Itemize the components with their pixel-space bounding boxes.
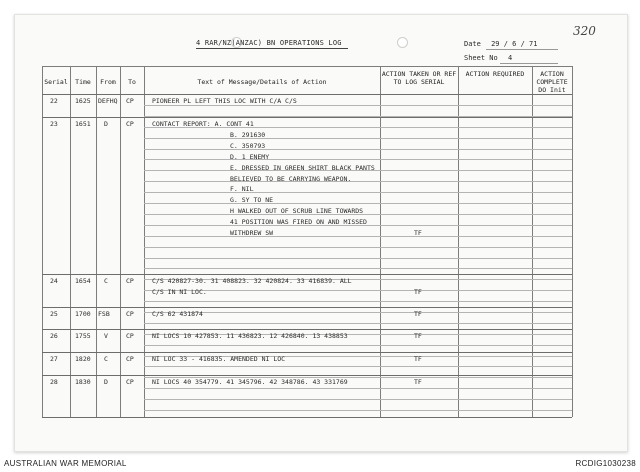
time-cell: 1654 <box>75 277 91 285</box>
time-cell: 1700 <box>75 310 91 318</box>
time-cell: 1830 <box>75 378 91 386</box>
entry-separator <box>42 117 572 118</box>
date-underline <box>486 49 558 50</box>
ruled-line <box>144 105 572 106</box>
ruled-line <box>144 388 572 389</box>
ruled-line <box>144 323 572 324</box>
message-text-line: WITHDREW SW <box>230 229 274 237</box>
sheet-label: Sheet No <box>464 54 498 62</box>
from-cell: D <box>104 378 108 386</box>
log-title: 4 RAR/NZ(ANZAC) BN OPERATIONS LOG <box>196 39 342 47</box>
message-text-line: C/S 62 431874 <box>152 310 203 318</box>
serial-cell: 28 <box>50 378 58 386</box>
message-text-line: 41 POSITION WAS FIRED ON AND MISSED <box>230 218 367 227</box>
action-taken-cell: TF <box>414 287 422 296</box>
ruled-line <box>144 247 572 248</box>
to-cell: CP <box>126 378 134 386</box>
ruled-line <box>144 410 572 411</box>
message-text-line: CONTACT REPORT: A. CONT 41 <box>152 120 254 128</box>
handwritten-page-number: 320 <box>573 24 596 38</box>
table-top-border <box>42 66 572 67</box>
action-taken-cell: TF <box>414 355 422 363</box>
serial-cell: 26 <box>50 332 58 340</box>
footer-archive-name: AUSTRALIAN WAR MEMORIAL <box>4 459 127 468</box>
message-text-line: G. SY TO NE <box>230 196 274 205</box>
ruled-line <box>144 258 572 259</box>
ruled-line <box>144 290 572 291</box>
from-cell: C <box>104 355 108 363</box>
column-divider <box>42 66 43 417</box>
ruled-line <box>144 181 572 182</box>
header-action-required: ACTION REQUIRED <box>465 70 525 78</box>
date-field <box>464 40 537 48</box>
entry-separator <box>42 375 572 376</box>
header-to: To <box>128 78 136 86</box>
ruled-line <box>144 301 572 302</box>
ruled-line <box>144 268 572 269</box>
message-text-line: D. 1 ENEMY <box>230 152 270 161</box>
message-text-line: NI LOCS 10 427853. 11 436823. 12 426840. 13 438853 <box>152 332 348 340</box>
sheet-value: 4 <box>507 54 513 62</box>
message-text-line: PIONEER PL LEFT THIS LOC WITH C/A C/S <box>152 97 297 105</box>
message-text-line: C/S IN NI LOC. <box>152 287 207 296</box>
header-action-complete: ACTION COMPLETE DO Init <box>536 70 568 94</box>
column-divider <box>120 66 121 417</box>
time-cell: 1755 <box>75 332 91 340</box>
serial-cell: 27 <box>50 355 58 363</box>
from-cell: V <box>104 332 108 340</box>
column-divider <box>380 66 381 417</box>
date-label: Date <box>464 40 481 48</box>
message-text-line: E. DRESSED IN GREEN SHIRT BLACK PANTS <box>230 163 375 172</box>
header-from: From <box>100 78 116 86</box>
message-text-line: H WALKED OUT OF SCRUB LINE TOWARDS <box>230 207 364 216</box>
action-taken-cell: TF <box>414 229 422 237</box>
serial-cell: 24 <box>50 277 58 285</box>
serial-cell: 25 <box>50 310 58 318</box>
entry-separator <box>42 417 572 418</box>
message-text-line: NI LOCS 40 354779. 41 345796. 42 348786. 43 331769 <box>152 378 348 386</box>
message-text-line: F. NIL <box>230 185 254 194</box>
ruled-line <box>144 312 572 313</box>
time-cell: 1651 <box>75 120 91 128</box>
time-cell: 1820 <box>75 355 91 363</box>
header-time: Time <box>75 78 91 86</box>
serial-cell: 22 <box>50 97 58 105</box>
column-divider <box>70 66 71 417</box>
to-cell: CP <box>126 332 134 340</box>
sheet-field <box>464 54 512 62</box>
from-cell: D <box>104 120 108 128</box>
ruled-line <box>144 345 572 346</box>
ruled-line <box>144 203 572 204</box>
column-divider <box>458 66 459 417</box>
column-divider <box>572 66 573 417</box>
ruled-line <box>144 236 572 237</box>
ruled-line <box>144 399 572 400</box>
ruled-line <box>144 366 572 367</box>
title-underline <box>196 48 348 49</box>
column-divider <box>96 66 97 417</box>
message-text-line: NI LOC 33 - 416835. AMENDED NI LOC <box>152 355 286 363</box>
to-cell: CP <box>126 120 134 128</box>
sheet-underline <box>500 63 558 64</box>
to-cell: CP <box>126 277 134 285</box>
to-cell: CP <box>126 97 134 105</box>
action-taken-cell: TF <box>414 310 422 318</box>
ruled-line <box>144 138 572 139</box>
punch-hole-right <box>397 37 408 48</box>
date-value: 29 / 6 / 71 <box>491 40 538 48</box>
message-text-line: B. 291630 <box>230 130 266 139</box>
ruled-line <box>144 192 572 193</box>
message-text-line: C. 350793 <box>230 141 266 150</box>
entry-separator <box>42 94 572 95</box>
message-text-line: BELIEVED TO BE CARRYING WEAPON. <box>230 174 352 183</box>
serial-cell: 23 <box>50 120 58 128</box>
header-serial: Serial <box>44 78 68 86</box>
from-cell: C <box>104 277 108 285</box>
from-cell: DEFHQ <box>98 97 118 105</box>
to-cell: CP <box>126 310 134 318</box>
entry-separator <box>42 274 572 275</box>
time-cell: 1625 <box>75 97 91 105</box>
entry-separator <box>42 307 572 308</box>
entry-separator <box>42 329 572 330</box>
to-cell: CP <box>126 355 134 363</box>
header-action-taken: ACTION TAKEN OR REF TO LOG SERIAL <box>381 70 457 86</box>
column-divider <box>144 66 145 417</box>
entry-separator <box>42 352 572 353</box>
column-divider <box>532 66 533 417</box>
ruled-line <box>144 149 572 150</box>
action-taken-cell: TF <box>414 332 422 340</box>
action-taken-cell: TF <box>414 378 422 386</box>
from-cell: FSB <box>98 310 110 318</box>
header-text: Text of Message/Details of Action <box>197 78 327 86</box>
message-text-line: C/S 420827-30. 31 408823. 32 420824. 33 416839. ALL <box>152 277 352 285</box>
ruled-line <box>144 159 572 160</box>
footer-record-id: RCDIG1030238 <box>575 459 636 468</box>
